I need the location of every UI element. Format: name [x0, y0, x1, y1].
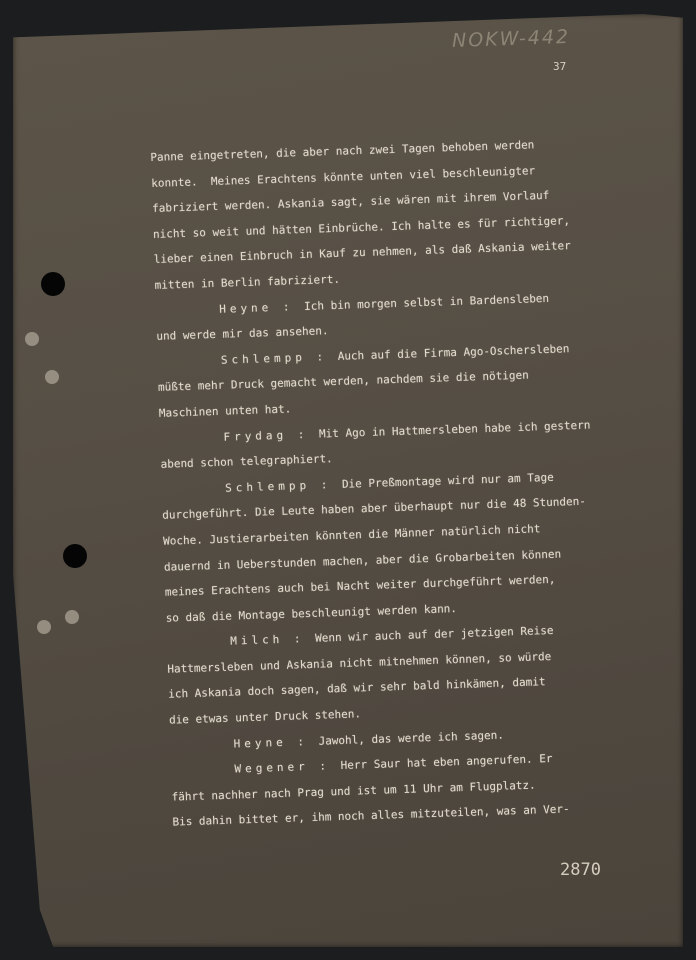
paper-stain — [65, 610, 79, 624]
line-text: Ich bin morgen selbst in Bardensleben — [303, 291, 550, 313]
speaker-name: Schlempp : — [161, 477, 343, 497]
footer-number: 2870 — [560, 860, 601, 880]
punch-hole — [63, 544, 87, 568]
typewritten-text — [150, 128, 673, 835]
line-text: nicht so weit und hätten Einbrüche. Ich halte es für richtiger, — [152, 213, 571, 241]
line-text: Bis dahin bittet er, ihm noch alles mitzuteilen, was an Ver- — [172, 802, 570, 830]
line-text: Auch auf die Firma Ago-Oschersleben — [337, 341, 570, 363]
line-text: Die Preßmontage wird nur am Tage — [341, 470, 554, 491]
line-text: Hattmersleben und Askania nicht mitnehmen können, so würde — [167, 649, 552, 676]
paper-stain — [45, 370, 59, 384]
page-number: 37 — [553, 60, 567, 73]
line-text: fabriziert werden. Askania sagt, sie wären mit ihrem Vorlauf — [151, 188, 550, 216]
speaker-name: Schlempp : — [156, 349, 338, 369]
line-text: mitten in Berlin fabriziert. — [154, 272, 341, 292]
paper-stain — [25, 332, 39, 346]
line-text: die etwas unter Druck stehen. — [168, 707, 362, 727]
speaker-name: Heyne : — [155, 299, 305, 318]
line-text: müßte mehr Druck gemacht werden, nachdem sie die nötigen — [157, 368, 529, 395]
line-text: Wenn wir auch auf der jetzigen Reise — [314, 624, 554, 646]
line-text: so daß die Montage beschleunigt werden kann. — [165, 601, 458, 625]
line-text: abend schon telegraphiert. — [160, 452, 333, 471]
punch-hole — [41, 272, 65, 296]
line-text: durchgeführt. Die Leute haben aber überhaupt nur die 48 Stunden- — [162, 495, 587, 523]
speaker-name: Heyne : — [169, 734, 319, 753]
line-text: konnte. Meines Erachtens könnte unten viel beschleunigter — [151, 163, 536, 190]
line-text: dauernd in Ueberstunden machen, aber die Grobarbeiten können — [163, 547, 562, 574]
line-text: Maschinen unten hat. — [158, 402, 292, 420]
line-text: Herr Saur hat eben angerufen. Er — [340, 752, 553, 773]
speaker-name: Frydag : — [159, 427, 320, 446]
line-text: ich Askania doch sagen, daß wir sehr bald hinkämen, damit — [168, 675, 546, 702]
line-text: meines Erachtens auch bei Nacht weiter durchgeführt werden, — [164, 572, 556, 599]
line-text: lieber einen Einbruch in Kauf zu nehmen, als daß Askania weiter — [153, 239, 572, 267]
speaker-name: Wegener : — [170, 759, 341, 778]
paper-stain — [37, 620, 51, 634]
speaker-name: Milch : — [166, 632, 316, 651]
line-text: Jawohl, das werde ich sagen. — [318, 728, 505, 748]
line-text: Mit Ago in Hattmersleben habe ich gestern — [318, 418, 591, 441]
line-text: Woche. Justierarbeiten könnten die Männer natürlich nicht — [162, 522, 541, 548]
archive-mark: NOKW-442 — [451, 25, 571, 53]
line-text: fährt nachher nach Prag und ist um 11 Uhr am Flugplatz. — [171, 778, 536, 804]
line-text: und werde mir das ansehen. — [156, 324, 329, 344]
line-text: Panne eingetreten, die aber nach zwei Tagen behoben werden — [150, 138, 535, 164]
